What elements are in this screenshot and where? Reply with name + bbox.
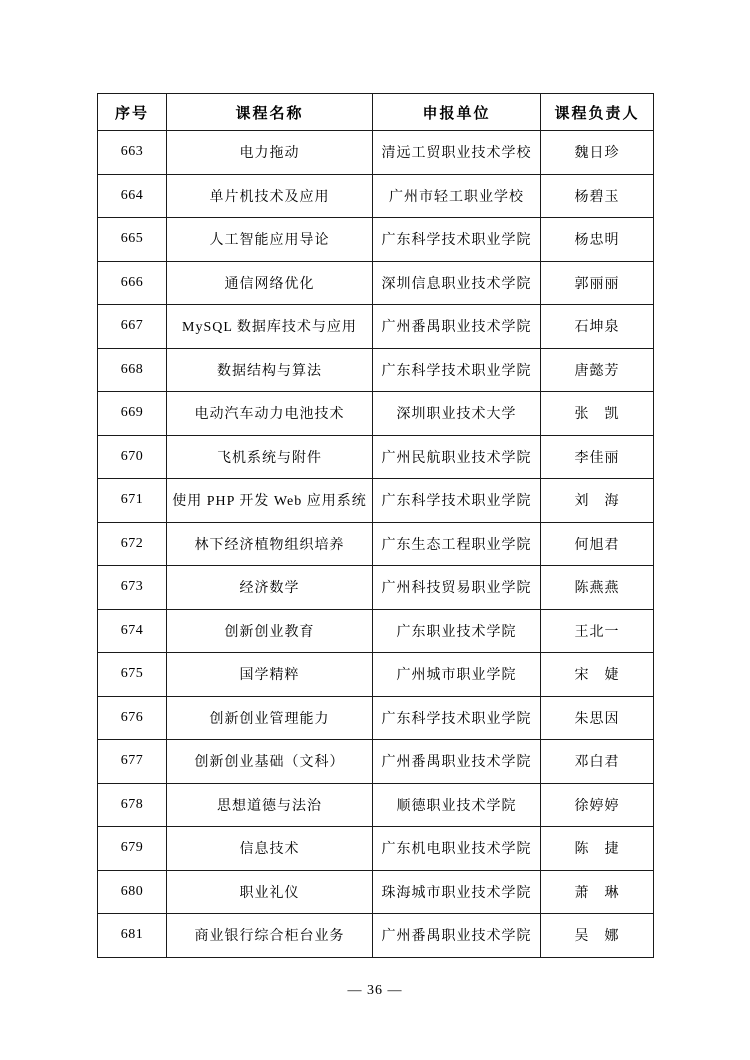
table-row: [98, 348, 654, 392]
table-row: [98, 522, 654, 566]
table-row: [98, 740, 654, 784]
cell-serial: 672: [98, 522, 167, 566]
cell-leader: 吴 娜: [541, 914, 654, 958]
cell-unit: 广东科学技术职业学院: [373, 218, 541, 262]
cell-leader: 石坤泉: [541, 305, 654, 349]
cell-leader: 刘 海: [541, 479, 654, 523]
cell-leader: 王北一: [541, 609, 654, 653]
cell-course-name: 国学精粹: [167, 653, 373, 697]
cell-unit: 广州市轻工职业学校: [373, 174, 541, 218]
cell-serial: 663: [98, 131, 167, 175]
table-row: [98, 609, 654, 653]
table-row: [98, 696, 654, 740]
cell-course-name: 林下经济植物组织培养: [167, 522, 373, 566]
table-row: [98, 870, 654, 914]
cell-unit: 广州番禺职业技术学院: [373, 740, 541, 784]
cell-course-name: 创新创业管理能力: [167, 696, 373, 740]
cell-serial: 665: [98, 218, 167, 262]
table-row: [98, 392, 654, 436]
column-header-course: 课程名称: [167, 94, 373, 131]
cell-serial: 666: [98, 261, 167, 305]
cell-serial: 675: [98, 653, 167, 697]
cell-course-name: MySQL 数据库技术与应用: [167, 305, 373, 349]
cell-leader: 陈燕燕: [541, 566, 654, 610]
cell-leader: 朱思因: [541, 696, 654, 740]
cell-leader: 宋 婕: [541, 653, 654, 697]
cell-unit: 广东生态工程职业学院: [373, 522, 541, 566]
cell-serial: 669: [98, 392, 167, 436]
table-row: [98, 566, 654, 610]
cell-serial: 671: [98, 479, 167, 523]
table-row: [98, 914, 654, 958]
table-row: [98, 783, 654, 827]
column-header-unit: 申报单位: [373, 94, 541, 131]
table-row: [98, 479, 654, 523]
cell-unit: 广东机电职业技术学院: [373, 827, 541, 871]
table-row: [98, 261, 654, 305]
cell-course-name: 单片机技术及应用: [167, 174, 373, 218]
cell-course-name: 通信网络优化: [167, 261, 373, 305]
cell-course-name: 职业礼仪: [167, 870, 373, 914]
course-table: [97, 93, 654, 958]
cell-course-name: 创新创业基础（文科）: [167, 740, 373, 784]
column-header-leader: 课程负责人: [541, 94, 654, 131]
cell-leader: 陈 捷: [541, 827, 654, 871]
table-row: [98, 435, 654, 479]
page-number: — 36 —: [347, 983, 403, 998]
cell-leader: 徐婷婷: [541, 783, 654, 827]
cell-course-name: 飞机系统与附件: [167, 435, 373, 479]
cell-unit: 深圳信息职业技术学院: [373, 261, 541, 305]
cell-leader: 杨碧玉: [541, 174, 654, 218]
cell-unit: 清远工贸职业技术学校: [373, 131, 541, 175]
cell-course-name: 商业银行综合柜台业务: [167, 914, 373, 958]
cell-unit: 广州城市职业学院: [373, 653, 541, 697]
cell-unit: 广州科技贸易职业学院: [373, 566, 541, 610]
cell-serial: 680: [98, 870, 167, 914]
cell-leader: 何旭君: [541, 522, 654, 566]
cell-course-name: 电力拖动: [167, 131, 373, 175]
cell-unit: 珠海城市职业技术学院: [373, 870, 541, 914]
cell-leader: 唐懿芳: [541, 348, 654, 392]
table-row: [98, 218, 654, 262]
cell-unit: 广州番禺职业技术学院: [373, 914, 541, 958]
cell-serial: 668: [98, 348, 167, 392]
cell-course-name: 经济数学: [167, 566, 373, 610]
cell-leader: 邓白君: [541, 740, 654, 784]
cell-serial: 674: [98, 609, 167, 653]
cell-course-name: 数据结构与算法: [167, 348, 373, 392]
table-row: [98, 653, 654, 697]
table-row: [98, 827, 654, 871]
header-row: [98, 94, 654, 131]
cell-course-name: 使用 PHP 开发 Web 应用系统: [167, 479, 373, 523]
cell-serial: 677: [98, 740, 167, 784]
column-header-serial: 序号: [98, 94, 167, 131]
cell-serial: 670: [98, 435, 167, 479]
cell-unit: 深圳职业技术大学: [373, 392, 541, 436]
cell-serial: 678: [98, 783, 167, 827]
cell-serial: 664: [98, 174, 167, 218]
table-row: [98, 174, 654, 218]
cell-leader: 张 凯: [541, 392, 654, 436]
cell-unit: 顺德职业技术学院: [373, 783, 541, 827]
cell-course-name: 创新创业教育: [167, 609, 373, 653]
cell-unit: 广州番禺职业技术学院: [373, 305, 541, 349]
cell-leader: 郭丽丽: [541, 261, 654, 305]
cell-unit: 广州民航职业技术学院: [373, 435, 541, 479]
cell-leader: 魏日珍: [541, 131, 654, 175]
cell-serial: 681: [98, 914, 167, 958]
cell-course-name: 信息技术: [167, 827, 373, 871]
cell-leader: 杨忠明: [541, 218, 654, 262]
table-row: [98, 305, 654, 349]
cell-unit: 广东科学技术职业学院: [373, 696, 541, 740]
cell-unit: 广东职业技术学院: [373, 609, 541, 653]
cell-serial: 673: [98, 566, 167, 610]
cell-leader: 萧 琳: [541, 870, 654, 914]
cell-serial: 667: [98, 305, 167, 349]
cell-unit: 广东科学技术职业学院: [373, 348, 541, 392]
table-row: [98, 131, 654, 175]
cell-course-name: 电动汽车动力电池技术: [167, 392, 373, 436]
cell-leader: 李佳丽: [541, 435, 654, 479]
cell-course-name: 人工智能应用导论: [167, 218, 373, 262]
cell-unit: 广东科学技术职业学院: [373, 479, 541, 523]
cell-course-name: 思想道德与法治: [167, 783, 373, 827]
cell-serial: 676: [98, 696, 167, 740]
cell-serial: 679: [98, 827, 167, 871]
